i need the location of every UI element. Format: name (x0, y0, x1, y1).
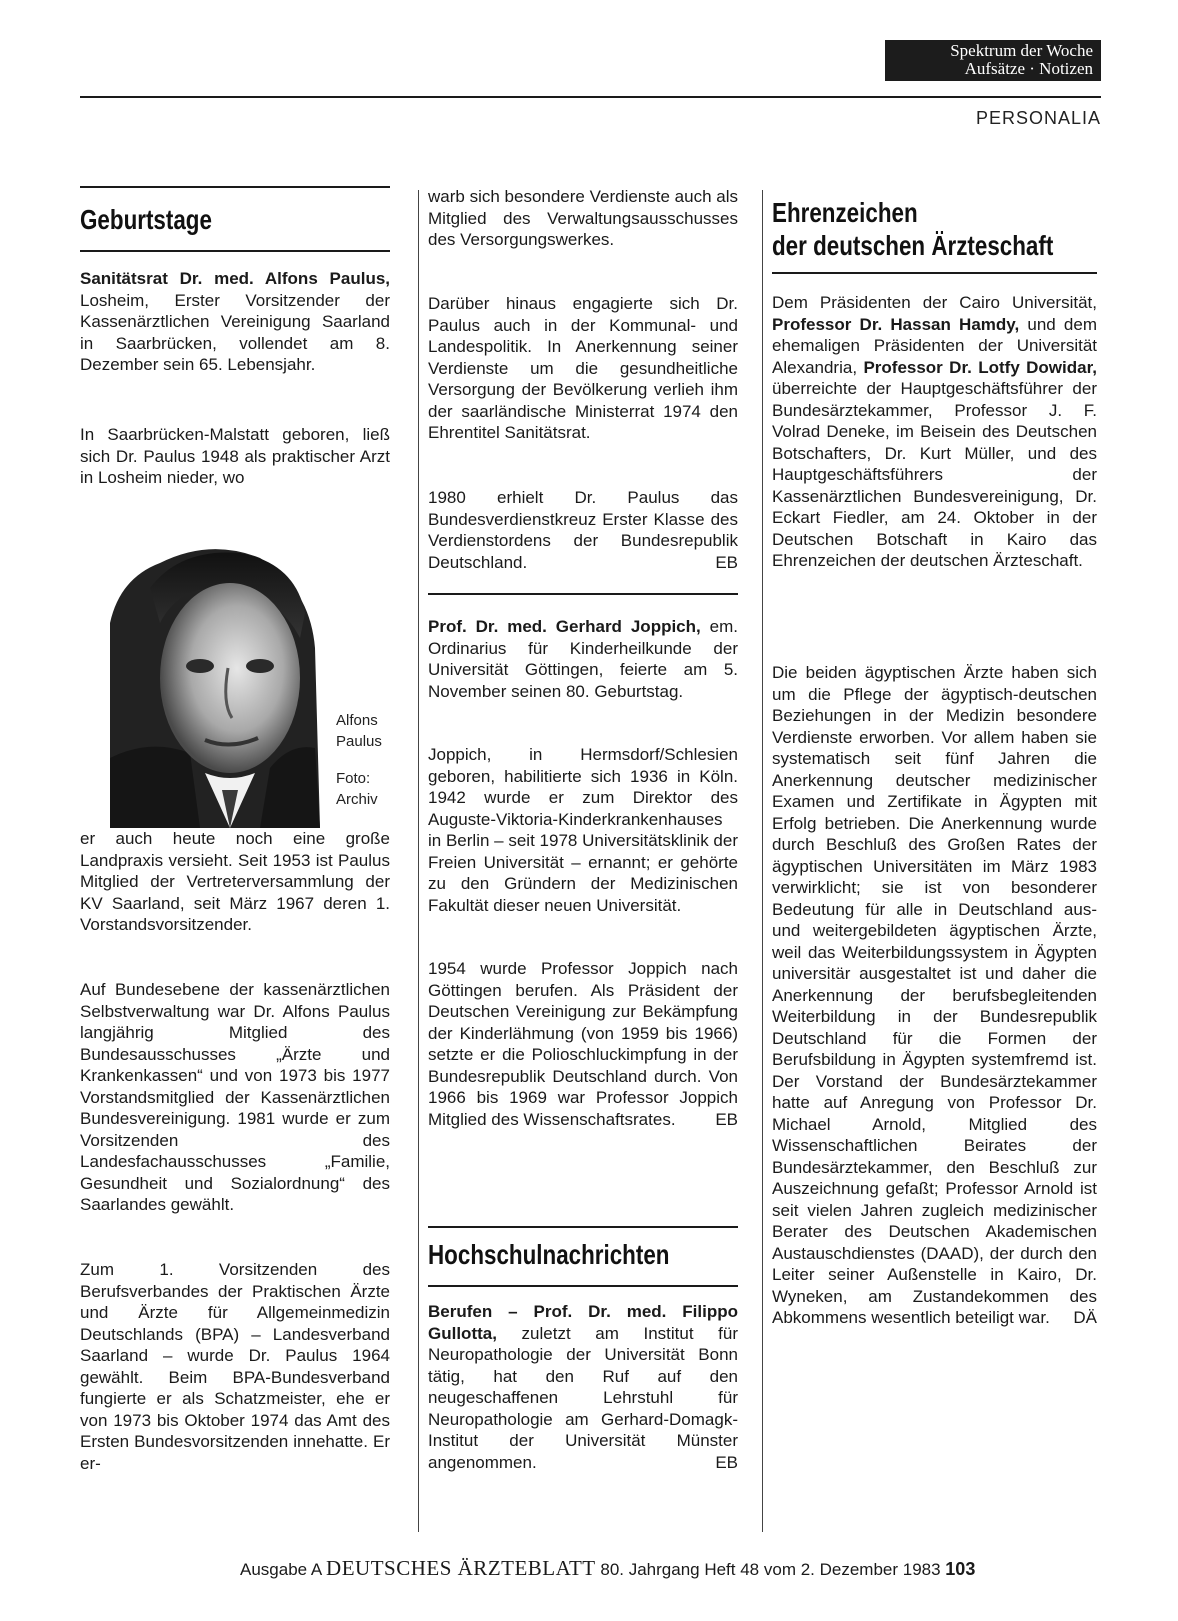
name-hamdy: Professor Dr. Hassan Hamdy, (772, 314, 1020, 334)
portrait-photo (110, 528, 334, 828)
text-award-e: überreichte der Hauptgeschäftsführer der Bundesärztekammer, Professor J. F. Volrad Deneke, im Beisein des Deutschen Botschafters, Dr. Kurt Müller, und des Hauptgeschäftsführers der Kassenärztlichen Bundesvereinigung, Dr. Eckart Fiedler, am 24. Oktober in der Deutschen Botschaft in Kairo das Ehrenzeichen der deutschen Ärzteschaft. (772, 379, 1097, 570)
page-footer (240, 1556, 975, 1581)
paragraph-gullotta (428, 1301, 738, 1473)
footer-magazine: DEUTSCHES ÄRZTEBLATT (326, 1556, 596, 1580)
paragraph-paulus-born: In Saarbrücken-Malstatt geboren, ließ sich Dr. Paulus 1948 als praktischer Arzt in Losheim nieder, wo (80, 425, 390, 487)
heading-text-2: Hochschulnachrichten (428, 1239, 670, 1270)
name-dowidar: Professor Dr. Lotfy Dowidar, (863, 357, 1097, 377)
top-rule (80, 96, 1101, 98)
heading-geburtstage (80, 186, 390, 252)
photo-credit-text: Foto: Archiv (336, 770, 378, 808)
photo-caption (336, 710, 386, 752)
text-paulus-intro: Losheim, Erster Vorsitzender der Kassenärztlichen Vereinigung Saarland in Saarbrücken, vollendet am 8. Dezember sein 65. Lebensjahr. (80, 290, 390, 374)
heading-line-2: der deutschen Ärzteschaft (772, 230, 1054, 261)
paragraph-paulus-bpa: Zum 1. Vorsitzenden des Berufsverbandes der Praktischen Ärzte und Ärzte für Allgemeinmedizin Deutschlands (BPA) – Landesverband Saarland – wurde Dr. Paulus 1964 gewählt. Beim BPA-Bundesverband fungierte er als Schatzmeister, ehe er von 1973 bis Oktober 1974 das Amt des Ersten Bundesvorsitzenden innehatte. Er er- (80, 1260, 390, 1473)
name-gullotta: Berufen – Prof. Dr. med. Filippo Gullotta, (428, 1302, 738, 1343)
heading-hochschulnachrichten (428, 1226, 738, 1287)
text-joppich-goettingen: 1954 wurde Professor Joppich nach Göttingen berufen. Als Präsident der Deutschen Vereinigung zur Bekämpfung der Kinderlähmung (von 1959 bis 1966) setzte er die Polioschluckimpfung in der Bundesrepublik Deutschland durch. Von 1966 bis 1969 war Professor Joppich Mitglied des Wissenschaftsrates. (428, 959, 738, 1129)
text-joppich-intro: em. Ordinarius für Kinderheilkunde der Universität Göttingen, feierte am 5. November seinen 80. Geburtstag. (428, 617, 738, 701)
footer-page-number: 103 (945, 1559, 976, 1579)
text-award-c: und dem ehemaligen Präsidenten der Universität Alexandria, (772, 314, 1097, 377)
masthead-line-2: Aufsätze · Notizen (964, 59, 1093, 78)
paragraph-paulus-politik: Darüber hinaus engagierte sich Dr. Paulus auch in der Kommunal- und Landespolitik. In Anerkennung seiner Verdienste um die gesundheitliche Versorgung der Bevölkerung verlieh ihm der saarländische Ministerrat 1974 den Ehrentitel Sanitätsrat. (428, 294, 738, 442)
signature-dae: DÄ (1073, 1308, 1097, 1327)
masthead-line-1: Spektrum der Woche (950, 41, 1093, 60)
paragraph-paulus-verdienste: warb sich besondere Verdienste auch als Mitglied des Verwaltungsausschusses des Versorgungswerkes. (428, 187, 738, 249)
photo-credit (336, 768, 386, 810)
paragraph-joppich-goettingen (428, 958, 738, 1130)
section-label: PERSONALIA (975, 108, 1101, 128)
paragraph-paulus-praxis: er auch heute noch eine große Landpraxis versieht. Seit 1953 ist Paulus Mitglied der Vertreterversammlung der KV Saarland, seit März 1967 deren 1. Vorstandsvorsitzender. (80, 829, 390, 934)
paragraph-ehrenzeichen-reasons (772, 662, 1097, 1329)
column-divider-1 (418, 190, 419, 1532)
paragraph-joppich-intro (428, 616, 738, 702)
masthead-badge (885, 40, 1101, 81)
paragraph-paulus-intro (80, 268, 390, 376)
signature-eb-2: EB (715, 1109, 738, 1129)
text-gullotta: zuletzt am Institut für Neuropathologie der Universität Bonn tätig, hat den Ruf auf den neugeschaffenen Lehrstuhl für Neuropathologie am Gerhard-Domagk-Institut der Universität Münster angenommen. (428, 1323, 738, 1472)
heading-text: Geburtstage (80, 204, 212, 235)
text-reasons: Die beiden ägyptischen Ärzte haben sich um die Pflege der ägyptisch-deutschen Beziehungen in der Medizin besondere Verdienste erworben. Vor allem haben sie systematisch seit fünf Jahren die Anerkennung deutscher medizinischer Examen und Zertifikate in Ägypten mit Erfolg betrieben. Die Anerkennung wurde durch Beschluß des Großen Rates der ägyptischen Universitäten im März 1983 verwirklicht; sie ist von besonderer Bedeutung für alle in Deutschland aus- und weitergebildeten ägyptischen Ärzte, weil das Weiterbildungssystem in Ägypten universitär ausgestaltet ist und daher die Anerkennung der berufsbegleitenden Weiterbildung in der Bundesrepublik Deutschland für die Formen der Berufsbildung in Ägypten systemfremd ist. Der Vorstand der Bundesärztekammer hatte auf Anregung von Professor Dr. Michael Arnold, Mitglied des Wissenschaftlichen Beirates der Bundesärztekammer, den Beschluß zur Auszeichnung gefaßt; Professor Arnold ist seit vielen Jahren zugleich medizinischer Berater des Deutschen Akademischen Austauschdienstes (DAAD), der durch den Leiter seiner Außenstelle in Kairo, Dr. Wyneken, am Zustandekommen des Abkommens wesentlich beteiligt war. (772, 663, 1097, 1327)
name-joppich: Prof. Dr. med. Gerhard Joppich, (428, 617, 701, 636)
separator-rule (428, 593, 738, 595)
photo-caption-name: Alfons Paulus (336, 712, 382, 750)
paragraph-ehrenzeichen-award (772, 292, 1097, 572)
text-paulus-1980: 1980 erhielt Dr. Paulus das Bundesverdienstkreuz Erster Klasse des Verdienstordens der Bundesrepublik Deutschland. (428, 488, 738, 572)
signature-eb-1: EB (715, 552, 738, 572)
heading-ehrenzeichen (772, 196, 1097, 274)
footer-edition: Ausgabe A (240, 1560, 322, 1579)
column-divider-2 (762, 190, 763, 1532)
paragraph-paulus-bundesebene: Auf Bundesebene der kassenärztlichen Selbstverwaltung war Dr. Alfons Paulus langjährig Mitglied des Bundesausschusses „Ärzte und Krankenkassen“ und von 1973 bis 1977 Vorstandsmitglied der Kassenärztlichen Bundesvereinigung. 1981 wurde er zum Vorsitzenden des Landesfachausschusses „Familie, Gesundheit und Sozialordnung“ des Saarlandes gewählt. (80, 980, 390, 1214)
paragraph-joppich-career: Joppich, in Hermsdorf/Schlesien geboren, habilitierte sich 1936 in Köln. 1942 wurde er zum Direktor des Auguste-Viktoria-Kinderkrankenhauses in Berlin – seit 1978 Universitätsklinik der Freien Universität – ernannt; er gehörte zu den Gründern der Medizinischen Fakultät dieser neuen Universität. (428, 745, 738, 915)
heading-line-1: Ehrenzeichen (772, 197, 918, 228)
text-award-a: Dem Präsidenten der Cairo Universität, (772, 293, 1097, 312)
footer-issue: 80. Jahrgang Heft 48 vom 2. Dezember 1983 (600, 1560, 941, 1579)
signature-eb-3: EB (715, 1452, 738, 1472)
paragraph-paulus-1980 (428, 487, 738, 573)
name-paulus: Sanitätsrat Dr. med. Alfons Paulus, (80, 269, 390, 288)
